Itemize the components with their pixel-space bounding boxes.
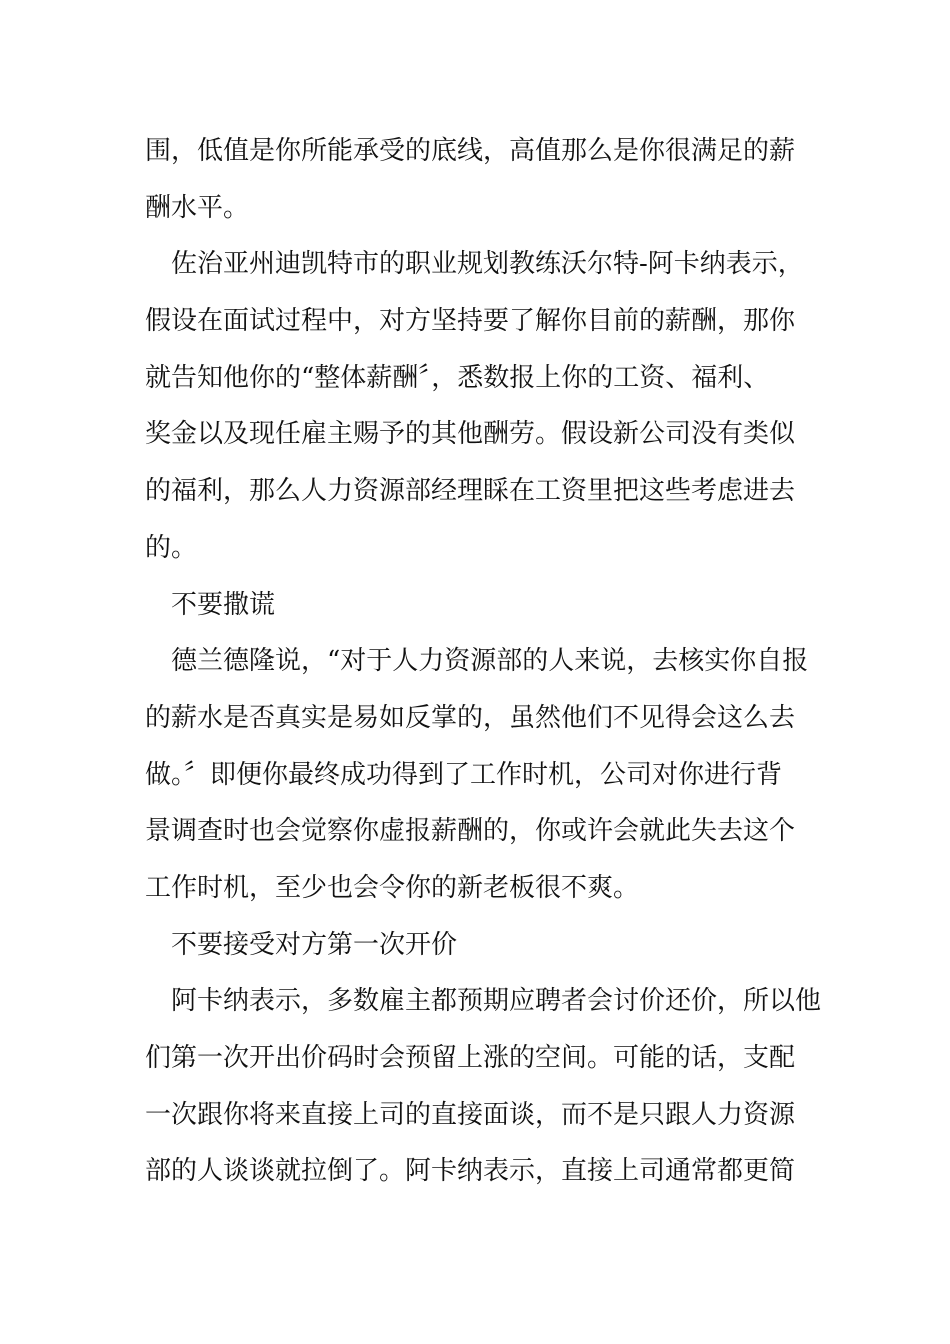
paragraph-line: 就告知他你的“整体薪酬〞，悉数报上你的工资、福利、 [145,362,770,393]
paragraph-line: 们第一次开出价码时会预留上涨的空间。可能的话，支配 [145,1043,796,1073]
paragraph-line: 围，低值是你所能承受的底线，高值那么是你很满足的薪 [145,136,796,166]
paragraph-line: 阿卡纳表示，多数雇主都预期应聘者会讨价还价，所以他 [171,986,822,1017]
paragraph-line: 做。〞即便你最终成功得到了工作时机，公司对你进行背 [145,759,783,790]
paragraph-line: 工作时机，至少也会令你的新老板很不爽。 [145,872,640,903]
paragraph-line: 德兰德隆说，“对于人力资源部的人来说，去核实你自报 [171,646,809,677]
section-heading: 不要撒谎 [171,589,276,620]
paragraph-line: 的。 [145,532,198,563]
section-heading: 不要接受对方第一次开价 [171,929,458,960]
paragraph-line: 景调查时也会觉察你虚报薪酬的，你或许会就此失去这个 [145,816,796,847]
paragraph-line: 奖金以及现任雇主赐予的其他酬劳。假设新公司没有类似 [145,419,796,450]
document-body [145,123,822,1200]
paragraph-line: 部的人谈谈就拉倒了。阿卡纳表示，直接上司通常都更简 [145,1156,796,1187]
paragraph-line: 的薪水是否真实是易如反掌的，虽然他们不见得会这么去 [145,702,796,733]
paragraph-line: 假设在面试过程中，对方坚持要了解你目前的薪酬，那你 [145,306,796,337]
paragraph-line: 佐治亚州迪凯特市的职业规划教练沃尔特-阿卡纳表示， [171,249,804,280]
paragraph-line: 一次跟你将来直接上司的直接面谈，而不是只跟人力资源 [145,1099,796,1130]
paragraph-line: 的福利，那么人力资源部经理睬在工资里把这些考虑进去 [145,476,796,507]
paragraph-line: 酬水平。 [145,192,250,223]
